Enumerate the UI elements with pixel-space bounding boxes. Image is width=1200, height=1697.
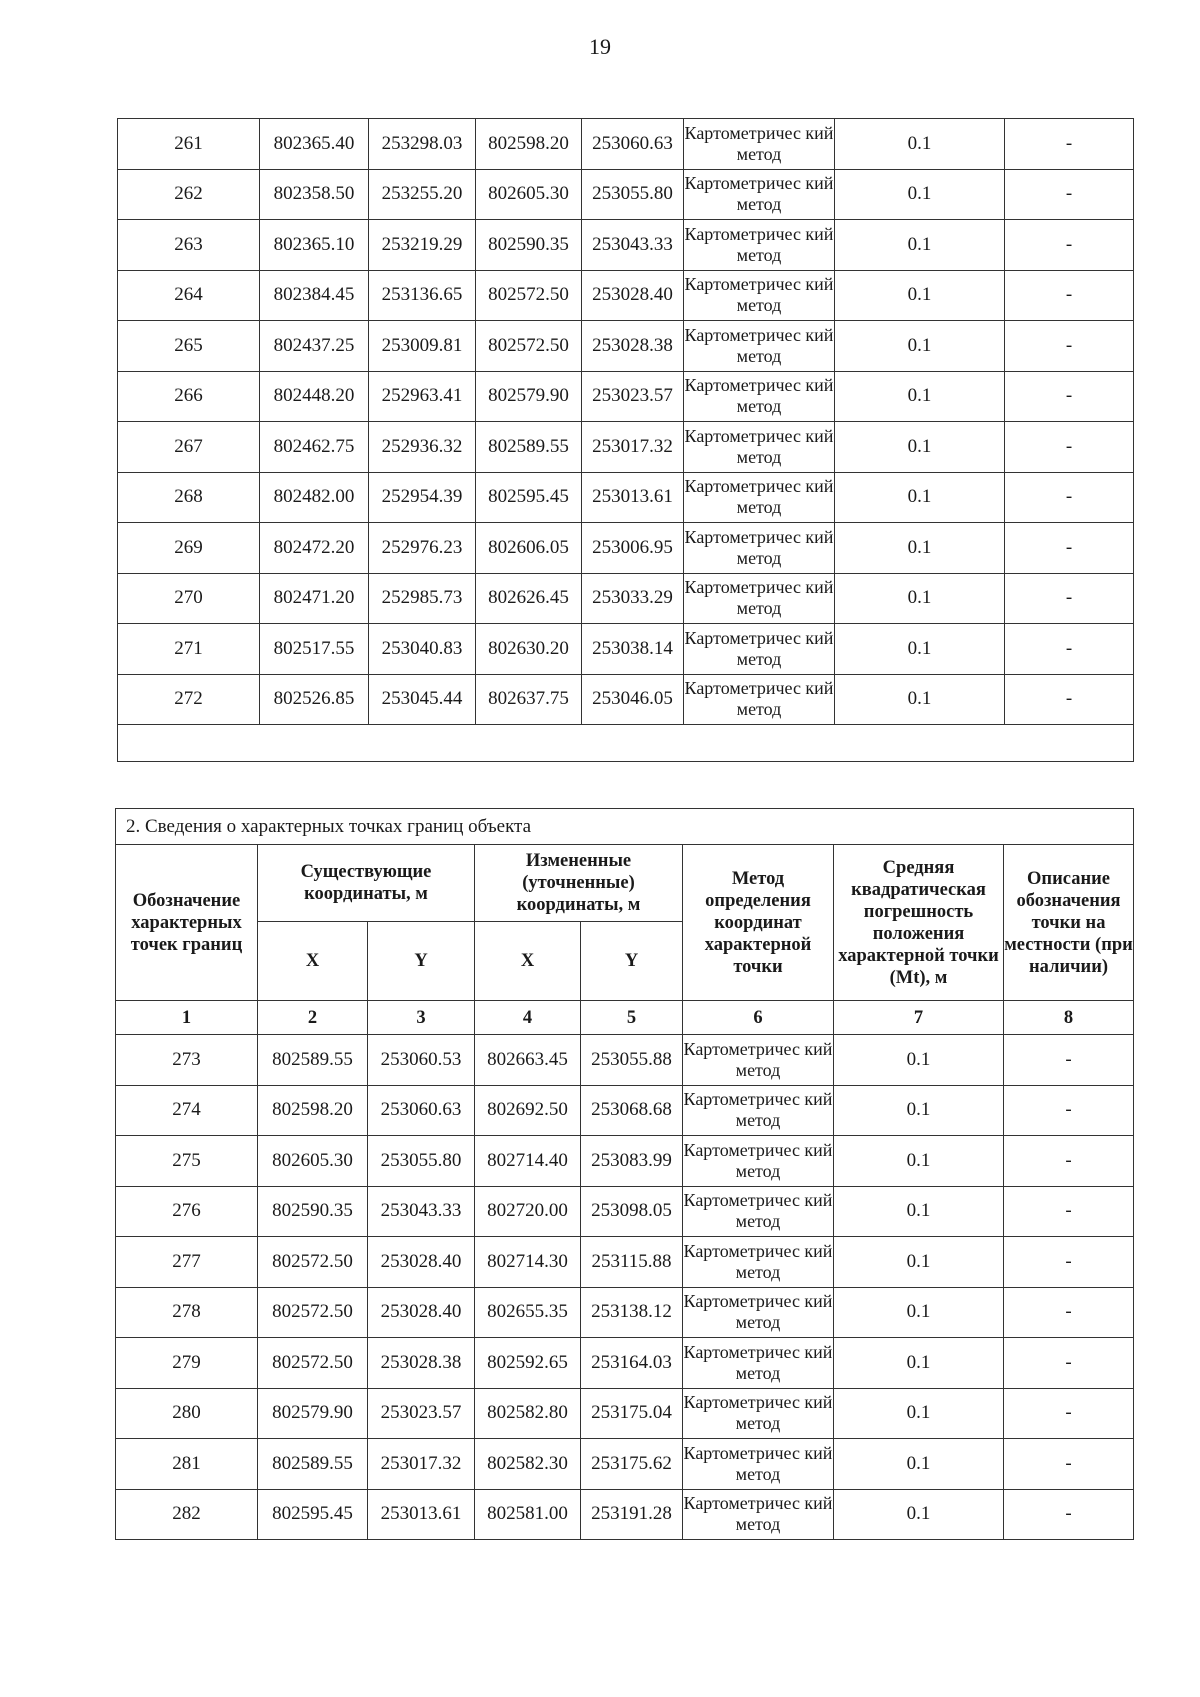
empty-cell <box>118 725 1134 762</box>
existing-x-cell: 802437.25 <box>260 321 369 372</box>
description-cell: - <box>1005 523 1134 574</box>
existing-x-cell: 802590.35 <box>258 1186 368 1237</box>
existing-x-cell: 802472.20 <box>260 523 369 574</box>
column-number: 5 <box>581 1001 683 1035</box>
existing-x-cell: 802572.50 <box>258 1287 368 1338</box>
point-id-cell: 267 <box>118 422 260 473</box>
page-number: 19 <box>589 34 611 59</box>
changed-x-cell: 802692.50 <box>475 1085 581 1136</box>
error-cell: 0.1 <box>835 169 1005 220</box>
error-cell: 0.1 <box>835 270 1005 321</box>
header-point-description: Описание обозначения точки на местности (при наличии) <box>1004 845 1134 1001</box>
existing-x-cell: 802448.20 <box>260 371 369 422</box>
existing-x-cell: 802365.40 <box>260 119 369 170</box>
column-number: 7 <box>834 1001 1004 1035</box>
existing-x-cell: 802589.55 <box>258 1439 368 1490</box>
method-cell: Картометричес кий метод <box>683 1136 834 1187</box>
error-cell: 0.1 <box>835 624 1005 675</box>
existing-y-cell: 252954.39 <box>369 472 476 523</box>
existing-y-cell: 253028.40 <box>368 1237 475 1288</box>
changed-y-cell: 253060.63 <box>582 119 684 170</box>
changed-y-cell: 253006.95 <box>582 523 684 574</box>
table-row <box>116 1035 1134 1086</box>
column-number: 6 <box>683 1001 834 1035</box>
changed-x-cell: 802582.80 <box>475 1388 581 1439</box>
changed-x-cell: 802579.90 <box>476 371 582 422</box>
method-cell: Картометричес кий метод <box>683 1287 834 1338</box>
changed-x-cell: 802637.75 <box>476 674 582 725</box>
point-id-cell: 266 <box>118 371 260 422</box>
existing-y-cell: 253298.03 <box>369 119 476 170</box>
error-cell: 0.1 <box>834 1186 1004 1237</box>
changed-y-cell: 253164.03 <box>581 1338 683 1389</box>
changed-x-cell: 802590.35 <box>476 220 582 271</box>
existing-y-cell: 253013.61 <box>368 1489 475 1540</box>
changed-y-cell: 253017.32 <box>582 422 684 473</box>
header-existing-x: X <box>258 922 368 1001</box>
existing-x-cell: 802572.50 <box>258 1338 368 1389</box>
error-cell: 0.1 <box>835 371 1005 422</box>
changed-x-cell: 802626.45 <box>476 573 582 624</box>
header-designation: Обозначение характерных точек границ <box>116 845 258 1001</box>
changed-y-cell: 253046.05 <box>582 674 684 725</box>
description-cell: - <box>1005 220 1134 271</box>
changed-y-cell: 253043.33 <box>582 220 684 271</box>
changed-x-cell: 802592.65 <box>475 1338 581 1389</box>
table-row <box>116 1338 1134 1389</box>
boundary-points-table <box>115 808 1134 1540</box>
error-cell: 0.1 <box>835 472 1005 523</box>
changed-x-cell: 802595.45 <box>476 472 582 523</box>
existing-x-cell: 802365.10 <box>260 220 369 271</box>
existing-x-cell: 802358.50 <box>260 169 369 220</box>
error-cell: 0.1 <box>835 674 1005 725</box>
changed-y-cell: 253028.38 <box>582 321 684 372</box>
error-cell: 0.1 <box>834 1338 1004 1389</box>
point-id-cell: 270 <box>118 573 260 624</box>
method-cell: Картометричес кий метод <box>684 624 835 675</box>
point-id-cell: 269 <box>118 523 260 574</box>
existing-x-cell: 802384.45 <box>260 270 369 321</box>
existing-x-cell: 802482.00 <box>260 472 369 523</box>
description-cell: - <box>1005 270 1134 321</box>
table-row <box>118 523 1134 574</box>
header-changed-x: X <box>475 922 581 1001</box>
changed-y-cell: 253055.88 <box>581 1035 683 1086</box>
description-cell: - <box>1004 1489 1134 1540</box>
table-row <box>118 321 1134 372</box>
table-row <box>116 1287 1134 1338</box>
error-cell: 0.1 <box>835 119 1005 170</box>
table-row <box>118 169 1134 220</box>
changed-y-cell: 253023.57 <box>582 371 684 422</box>
existing-y-cell: 253136.65 <box>369 270 476 321</box>
changed-x-cell: 802720.00 <box>475 1186 581 1237</box>
table-row <box>116 1136 1134 1187</box>
changed-y-cell: 253083.99 <box>581 1136 683 1187</box>
table-row <box>116 1237 1134 1288</box>
point-id-cell: 263 <box>118 220 260 271</box>
table-row <box>118 270 1134 321</box>
error-cell: 0.1 <box>835 523 1005 574</box>
description-cell: - <box>1004 1136 1134 1187</box>
changed-y-cell: 253013.61 <box>582 472 684 523</box>
error-cell: 0.1 <box>835 321 1005 372</box>
method-cell: Картометричес кий метод <box>683 1489 834 1540</box>
changed-x-cell: 802663.45 <box>475 1035 581 1086</box>
method-cell: Картометричес кий метод <box>684 674 835 725</box>
method-cell: Картометричес кий метод <box>684 573 835 624</box>
existing-y-cell: 253028.40 <box>368 1287 475 1338</box>
method-cell: Картометричес кий метод <box>684 220 835 271</box>
point-id-cell: 271 <box>118 624 260 675</box>
column-number: 8 <box>1004 1001 1134 1035</box>
method-cell: Картометричес кий метод <box>684 472 835 523</box>
table-row <box>116 1085 1134 1136</box>
header-mean-square-error: Средняя квадратическая погрешность положения характерной точки (Mt), м <box>834 845 1004 1001</box>
table-row <box>116 1388 1134 1439</box>
point-id-cell: 268 <box>118 472 260 523</box>
point-id-cell: 275 <box>116 1136 258 1187</box>
changed-x-cell: 802572.50 <box>476 321 582 372</box>
existing-x-cell: 802526.85 <box>260 674 369 725</box>
point-id-cell: 279 <box>116 1338 258 1389</box>
changed-y-cell: 253175.04 <box>581 1388 683 1439</box>
changed-x-cell: 802605.30 <box>476 169 582 220</box>
existing-y-cell: 253040.83 <box>369 624 476 675</box>
changed-x-cell: 802581.00 <box>475 1489 581 1540</box>
method-cell: Картометричес кий метод <box>683 1237 834 1288</box>
header-existing-y: Y <box>368 922 475 1001</box>
description-cell: - <box>1005 573 1134 624</box>
existing-x-cell: 802471.20 <box>260 573 369 624</box>
column-number: 4 <box>475 1001 581 1035</box>
existing-x-cell: 802598.20 <box>258 1085 368 1136</box>
column-number: 3 <box>368 1001 475 1035</box>
method-cell: Картометричес кий метод <box>684 371 835 422</box>
changed-y-cell: 253068.68 <box>581 1085 683 1136</box>
point-id-cell: 277 <box>116 1237 258 1288</box>
existing-x-cell: 802572.50 <box>258 1237 368 1288</box>
existing-y-cell: 253017.32 <box>368 1439 475 1490</box>
method-cell: Картометричес кий метод <box>684 270 835 321</box>
existing-y-cell: 253055.80 <box>368 1136 475 1187</box>
method-cell: Картометричес кий метод <box>683 1035 834 1086</box>
description-cell: - <box>1004 1035 1134 1086</box>
empty-row <box>118 725 1134 762</box>
existing-y-cell: 253023.57 <box>368 1388 475 1439</box>
description-cell: - <box>1005 422 1134 473</box>
changed-y-cell: 253038.14 <box>582 624 684 675</box>
error-cell: 0.1 <box>834 1388 1004 1439</box>
error-cell: 0.1 <box>834 1136 1004 1187</box>
existing-y-cell: 253028.38 <box>368 1338 475 1389</box>
changed-x-cell: 802714.40 <box>475 1136 581 1187</box>
table-row <box>116 1489 1134 1540</box>
existing-x-cell: 802605.30 <box>258 1136 368 1187</box>
point-id-cell: 280 <box>116 1388 258 1439</box>
error-cell: 0.1 <box>834 1489 1004 1540</box>
point-id-cell: 281 <box>116 1439 258 1490</box>
description-cell: - <box>1005 119 1134 170</box>
header-existing-coordinates: Существующие координаты, м <box>258 845 475 922</box>
method-cell: Картометричес кий метод <box>683 1085 834 1136</box>
description-cell: - <box>1005 472 1134 523</box>
changed-y-cell: 253138.12 <box>581 1287 683 1338</box>
point-id-cell: 282 <box>116 1489 258 1540</box>
changed-x-cell: 802582.30 <box>475 1439 581 1490</box>
error-cell: 0.1 <box>834 1035 1004 1086</box>
changed-y-cell: 253098.05 <box>581 1186 683 1237</box>
existing-x-cell: 802517.55 <box>260 624 369 675</box>
point-id-cell: 265 <box>118 321 260 372</box>
changed-y-cell: 253028.40 <box>582 270 684 321</box>
point-id-cell: 261 <box>118 119 260 170</box>
point-id-cell: 278 <box>116 1287 258 1338</box>
table-row <box>118 674 1134 725</box>
existing-x-cell: 802462.75 <box>260 422 369 473</box>
header-changed-y: Y <box>581 922 683 1001</box>
description-cell: - <box>1005 624 1134 675</box>
existing-y-cell: 253219.29 <box>369 220 476 271</box>
changed-x-cell: 802606.05 <box>476 523 582 574</box>
description-cell: - <box>1004 1388 1134 1439</box>
error-cell: 0.1 <box>835 573 1005 624</box>
coordinates-table-continued <box>117 118 1134 762</box>
header-method: Метод определения координат характерной точки <box>683 845 834 1001</box>
changed-x-cell: 802655.35 <box>475 1287 581 1338</box>
existing-y-cell: 253045.44 <box>369 674 476 725</box>
point-id-cell: 262 <box>118 169 260 220</box>
existing-y-cell: 252936.32 <box>369 422 476 473</box>
description-cell: - <box>1004 1287 1134 1338</box>
description-cell: - <box>1005 371 1134 422</box>
description-cell: - <box>1004 1237 1134 1288</box>
table-row <box>118 472 1134 523</box>
changed-x-cell: 802598.20 <box>476 119 582 170</box>
table-row <box>118 573 1134 624</box>
column-number: 1 <box>116 1001 258 1035</box>
existing-x-cell: 802589.55 <box>258 1035 368 1086</box>
point-id-cell: 274 <box>116 1085 258 1136</box>
changed-x-cell: 802589.55 <box>476 422 582 473</box>
method-cell: Картометричес кий метод <box>683 1338 834 1389</box>
table-row <box>118 624 1134 675</box>
description-cell: - <box>1004 1338 1134 1389</box>
existing-x-cell: 802595.45 <box>258 1489 368 1540</box>
method-cell: Картометричес кий метод <box>684 119 835 170</box>
changed-y-cell: 253055.80 <box>582 169 684 220</box>
table-caption: 2. Сведения о характерных точках границ объекта <box>116 809 1134 845</box>
existing-y-cell: 253255.20 <box>369 169 476 220</box>
error-cell: 0.1 <box>834 1287 1004 1338</box>
existing-y-cell: 253043.33 <box>368 1186 475 1237</box>
changed-y-cell: 253175.62 <box>581 1439 683 1490</box>
changed-x-cell: 802714.30 <box>475 1237 581 1288</box>
header-changed-coordinates: Измененные (уточненные) координаты, м <box>475 845 683 922</box>
method-cell: Картометричес кий метод <box>683 1439 834 1490</box>
changed-y-cell: 253115.88 <box>581 1237 683 1288</box>
method-cell: Картометричес кий метод <box>683 1186 834 1237</box>
changed-x-cell: 802572.50 <box>476 270 582 321</box>
existing-y-cell: 253060.63 <box>368 1085 475 1136</box>
error-cell: 0.1 <box>835 220 1005 271</box>
existing-y-cell: 252963.41 <box>369 371 476 422</box>
table-row <box>116 1186 1134 1237</box>
existing-y-cell: 252976.23 <box>369 523 476 574</box>
method-cell: Картометричес кий метод <box>684 422 835 473</box>
method-cell: Картометричес кий метод <box>683 1388 834 1439</box>
point-id-cell: 273 <box>116 1035 258 1086</box>
description-cell: - <box>1004 1085 1134 1136</box>
changed-y-cell: 253191.28 <box>581 1489 683 1540</box>
method-cell: Картометричес кий метод <box>684 169 835 220</box>
error-cell: 0.1 <box>835 422 1005 473</box>
description-cell: - <box>1004 1186 1134 1237</box>
column-number: 2 <box>258 1001 368 1035</box>
table-row <box>118 220 1134 271</box>
existing-x-cell: 802579.90 <box>258 1388 368 1439</box>
description-cell: - <box>1004 1439 1134 1490</box>
method-cell: Картометричес кий метод <box>684 523 835 574</box>
error-cell: 0.1 <box>834 1085 1004 1136</box>
table-row <box>118 422 1134 473</box>
description-cell: - <box>1005 321 1134 372</box>
error-cell: 0.1 <box>834 1439 1004 1490</box>
error-cell: 0.1 <box>834 1237 1004 1288</box>
changed-x-cell: 802630.20 <box>476 624 582 675</box>
point-id-cell: 272 <box>118 674 260 725</box>
description-cell: - <box>1005 169 1134 220</box>
point-id-cell: 276 <box>116 1186 258 1237</box>
existing-y-cell: 253060.53 <box>368 1035 475 1086</box>
method-cell: Картометричес кий метод <box>684 321 835 372</box>
existing-y-cell: 252985.73 <box>369 573 476 624</box>
table-row <box>116 1439 1134 1490</box>
description-cell: - <box>1005 674 1134 725</box>
point-id-cell: 264 <box>118 270 260 321</box>
existing-y-cell: 253009.81 <box>369 321 476 372</box>
table-row <box>118 119 1134 170</box>
table-row <box>118 371 1134 422</box>
changed-y-cell: 253033.29 <box>582 573 684 624</box>
